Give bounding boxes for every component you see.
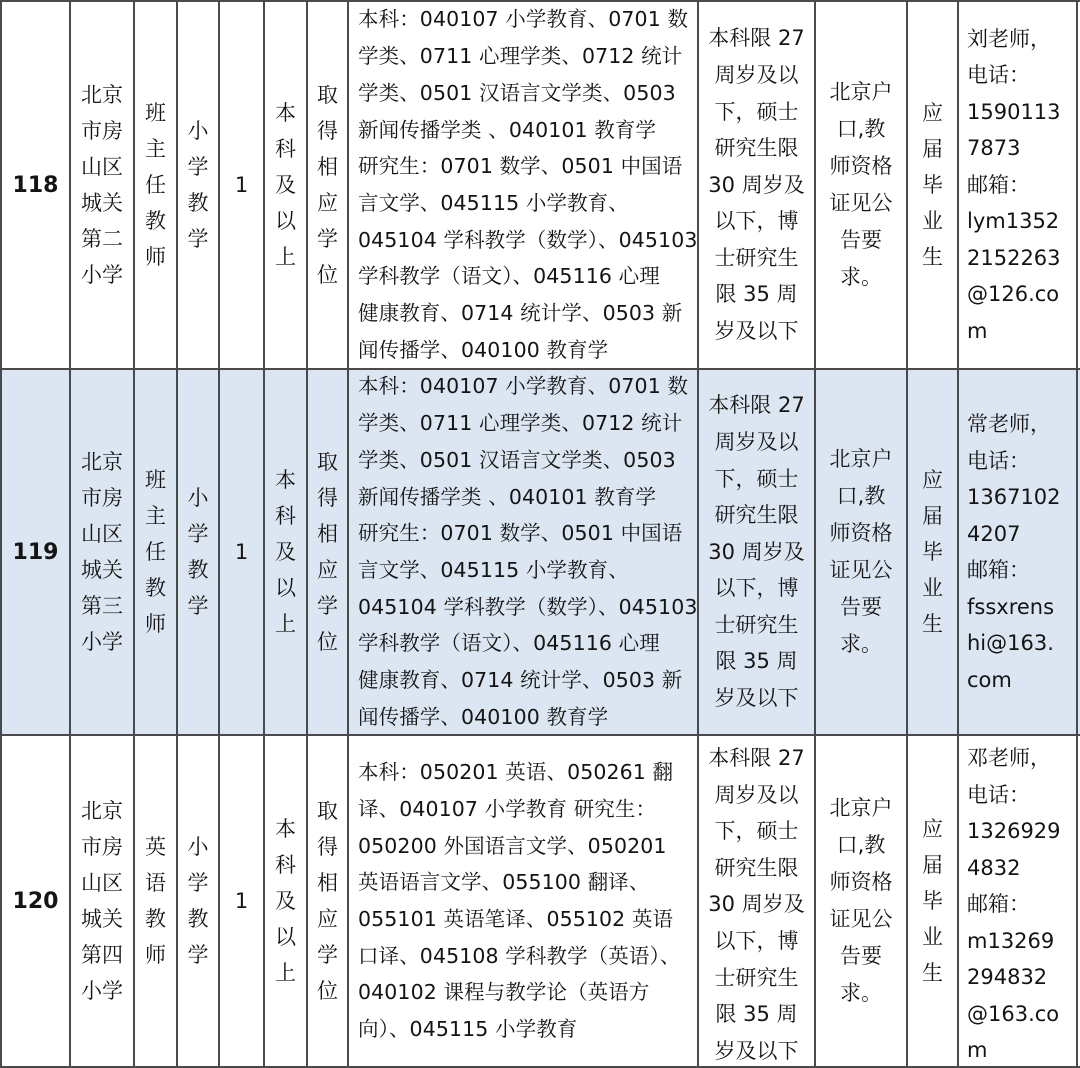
other-requirement-cell: 北京户 口,教 师资格 证见公 告要 求。 (829, 796, 893, 1005)
row-number-cell: 119 (12, 539, 59, 565)
education-cell: 本 科 及 以 上 (275, 101, 296, 269)
source-cell: 应 届 毕 业 生 (922, 817, 943, 985)
count-cell: 1 (234, 172, 249, 197)
other-requirement-cell: 北京户 口,教 师资格 证见公 告要 求。 (829, 80, 893, 289)
contact-cell: 邓老师， 电话： 1326929 4832 邮箱： m13269 294832 @163.co m (967, 746, 1061, 1062)
school-cell: 北京 市房 山区 城关 第二 小学 (81, 83, 123, 287)
count-cell: 1 (234, 539, 249, 564)
school-cell: 北京 市房 山区 城关 第三 小学 (81, 450, 123, 654)
degree-cell: 取 得 相 应 学 位 (317, 450, 338, 654)
majors-cell: 本科：040107 小学教育、0701 数 学类、0711 心理学类、0712 统计 学类、0501 汉语言文学类、0503 新闻传播学类 、040101 教育学 研究生：0701 数学、0501 中国语 言文学、045115 小学教育、 045104 学科教学（数学）、045103 学科教学（语文）、045116 心理 健康教育、0714 统计学、0503 新 闻传播学、040100 教育学 (358, 374, 697, 729)
degree-cell: 取 得 相 应 学 位 (317, 83, 338, 287)
education-cell: 本 科 及 以 上 (275, 817, 296, 985)
row-number-cell: 120 (12, 888, 59, 914)
majors-cell: 本科：050201 英语、050261 翻 译、040107 小学教育 研究生： 050200 外国语言文学、050201 英语语言文学、055100 翻译、 055101 英语笔译、055102 英语 口译、045108 学科教学（英语）、 040102 课程与教学论（英语方 向）、045115 小学教育 (358, 760, 681, 1042)
degree-cell: 取 得 相 应 学 位 (317, 799, 338, 1003)
school-cell: 北京 市房 山区 城关 第四 小学 (81, 799, 123, 1003)
source-cell: 应 届 毕 业 生 (922, 468, 943, 636)
subject-cell: 小 学 教 学 (187, 486, 209, 618)
position-cell: 班 主 任 教 师 (145, 101, 166, 269)
age-requirement-cell: 本科限 27 周岁及以 下，硕士 研究生限 30 周岁及 以下，博 士研究生 限 35 周 岁及以下 (708, 393, 805, 711)
age-requirement-cell: 本科限 27 周岁及以 下，硕士 研究生限 30 周岁及 以下，博 士研究生 限 35 周 岁及以下 (708, 26, 805, 344)
subject-cell: 小 学 教 学 (187, 835, 209, 967)
col-divider (1076, 0, 1078, 1068)
education-cell: 本 科 及 以 上 (275, 468, 296, 636)
row-number-cell: 118 (12, 172, 59, 198)
contact-cell: 常老师， 电话： 1367102 4207 邮箱： fssxrens hi@163. com (967, 412, 1061, 692)
other-requirement-cell: 北京户 口,教 师资格 证见公 告要 求。 (829, 447, 893, 656)
contact-cell: 刘老师， 电话： 1590113 7873 邮箱： lym1352 2152263 @126.co m (967, 26, 1061, 343)
age-requirement-cell: 本科限 27 周岁及以 下，硕士 研究生限 30 周岁及 以下，博 士研究生 限 35 周 岁及以下 (708, 746, 805, 1063)
subject-cell: 小 学 教 学 (187, 119, 209, 251)
majors-cell: 本科：040107 小学教育、0701 数 学类、0711 心理学类、0712 统计 学类、0501 汉语言文学类、0503 新闻传播学类 、040101 教育学 研究生：0701 数学、0501 中国语 言文学、045115 小学教育、 045104 学科教学（数学）、045103 学科教学（语文）、045116 心理 健康教育、0714 统计学、0503 新 闻传播学、040100 教育学 (358, 7, 697, 362)
count-cell: 1 (234, 888, 249, 913)
position-cell: 班 主 任 教 师 (145, 468, 166, 636)
position-cell: 英 语 教 师 (145, 835, 166, 967)
source-cell: 应 届 毕 业 生 (922, 101, 943, 269)
